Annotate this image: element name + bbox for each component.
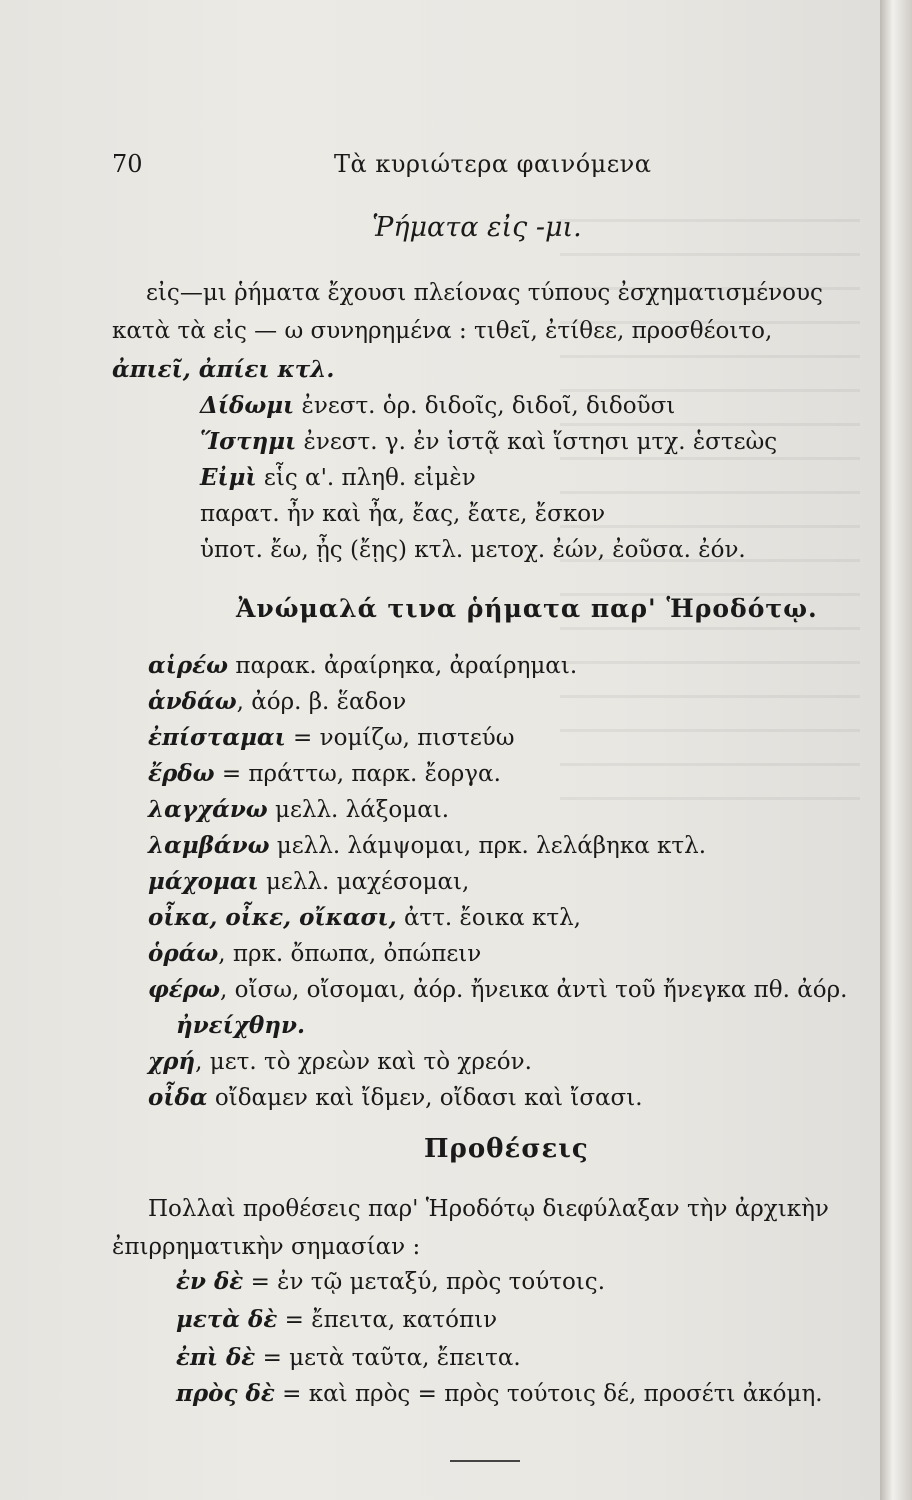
- list-item: [148, 832, 706, 859]
- definition: = μετὰ ταῦτα, ἔπειτα.: [255, 1345, 521, 1371]
- list-item: [200, 464, 476, 491]
- definition: μελλ. λάξομαι.: [267, 797, 450, 823]
- page-edge: [880, 0, 912, 1500]
- list-item: [148, 652, 577, 679]
- paragraph-line: ἐπιρρηματικὴν σημασίαν :: [112, 1234, 421, 1260]
- definition: μελλ. μαχέσομαι,: [258, 869, 470, 895]
- section-title-prepositions: Προθέσεις: [424, 1134, 589, 1164]
- footer-rule: [450, 1460, 520, 1462]
- list-item: [148, 1084, 643, 1111]
- definition: = πράττω, παρκ. ἔοργα.: [214, 761, 501, 787]
- list-item: [200, 392, 675, 419]
- definition: παρατ. ἦν καὶ ἦα, ἔας, ἔατε, ἔσκον: [200, 501, 606, 527]
- definition: ἐνεστ. γ. ἐν ἱστᾷ καὶ ἵστησι μτχ. ἑστεὼς: [296, 429, 778, 455]
- term: ἔρδω: [148, 760, 215, 787]
- list-item: [148, 796, 449, 823]
- list-item: [148, 904, 581, 931]
- term: οἶδα: [148, 1084, 208, 1111]
- page-number: 70: [112, 150, 143, 178]
- list-item: [200, 500, 605, 527]
- list-item-continuation: [176, 1012, 305, 1039]
- term: ἐπίσταμαι: [148, 724, 286, 751]
- list-item: [176, 1380, 823, 1407]
- term: φέρω: [148, 976, 220, 1003]
- list-item: [148, 868, 469, 895]
- section-title-irregular-verbs: Ἀνώμαλά τινα ῥήματα παρ' Ἡροδότῳ.: [236, 594, 818, 623]
- definition: , μετ. τὸ χρεὼν καὶ τὸ χρεόν.: [195, 1049, 532, 1075]
- section-title-mi-verbs: Ῥήματα εἰς -μι.: [372, 212, 582, 243]
- term: πρὸς δὲ: [176, 1380, 275, 1407]
- term: λαγχάνω: [148, 796, 268, 823]
- definition: = νομίζω, πιστεύω: [285, 725, 515, 751]
- term: οἶκα, οἶκε, οἴκασι,: [148, 904, 397, 931]
- definition: παρακ. ἀραίρηκα, ἀραίρημαι.: [228, 653, 578, 679]
- term: Ἵστημι: [200, 428, 297, 455]
- definition: εἷς α'. πληθ. εἰμὲν: [256, 465, 476, 491]
- list-item: [176, 1268, 605, 1295]
- term: λαμβάνω: [148, 832, 270, 859]
- list-item: [148, 976, 847, 1003]
- paragraph-line: κατὰ τὰ εἰς — ω συνηρημένα : τιθεῖ, ἐτίθεε, προσθέοιτο,: [112, 318, 773, 344]
- definition: οἴδαμεν καὶ ἴδμεν, οἴδασι καὶ ἴσασι.: [207, 1085, 643, 1111]
- definition: = ἔπειτα, κατόπιν: [277, 1307, 498, 1333]
- list-item: [148, 940, 481, 967]
- definition: ὑποτ. ἔω, ᾖς (ἔῃς) κτλ. μετοχ. ἐών, ἐοῦσα. ἐόν.: [200, 537, 746, 563]
- paragraph-line: Πολλαὶ προθέσεις παρ' Ἡροδότῳ διεφύλαξαν τὴν ἀρχικὴν: [148, 1196, 829, 1222]
- list-item: [200, 428, 777, 455]
- term: ὁράω: [148, 940, 219, 967]
- definition: ἀττ. ἔοικα κτλ,: [396, 905, 581, 931]
- list-item: [200, 536, 746, 563]
- definition: ἐνεστ. ὁρ. διδοῖς, διδοῖ, διδοῦσι: [294, 393, 676, 419]
- term: ἐν δὲ: [176, 1268, 244, 1295]
- term: αἱρέω: [148, 652, 229, 679]
- term: χρή: [148, 1048, 196, 1075]
- running-head: Τὰ κυριώτερα φαινόμενα: [334, 150, 652, 178]
- definition: , ἀόρ. β. ἕαδον: [236, 689, 407, 715]
- list-item: [148, 1048, 532, 1075]
- paragraph-line: ἀπιεῖ, ἀπίει κτλ.: [112, 356, 335, 383]
- term: ἁνδάω: [148, 688, 237, 715]
- list-item: [176, 1306, 497, 1333]
- list-item: [148, 724, 515, 751]
- list-item: [148, 760, 501, 787]
- definition: = ἐν τῷ μεταξύ, πρὸς τούτοις.: [243, 1269, 606, 1295]
- term: Δίδωμι: [200, 392, 295, 419]
- definition: , οἴσω, οἴσομαι, ἀόρ. ἤνεικα ἀντὶ τοῦ ἤνεγκα πθ. ἀόρ.: [220, 977, 848, 1003]
- list-item: [176, 1344, 521, 1371]
- term: Εἰμὶ: [200, 464, 257, 491]
- definition: μελλ. λάμψομαι, πρκ. λελάβηκα κτλ.: [269, 833, 707, 859]
- definition: = καὶ πρὸς = πρὸς τούτοις δέ, προσέτι ἀκόμη.: [274, 1381, 823, 1407]
- term: μάχομαι: [148, 868, 259, 895]
- list-item: [148, 688, 406, 715]
- definition: ἠνείχθην.: [176, 1012, 305, 1039]
- paragraph-line: εἰς—μι ῥήματα ἔχουσι πλείονας τύπους ἐσχηματισμένους: [146, 280, 823, 306]
- term: ἐπὶ δὲ: [176, 1344, 256, 1371]
- definition: , πρκ. ὄπωπα, ὀπώπειν: [218, 941, 482, 967]
- term: μετὰ δὲ: [176, 1306, 278, 1333]
